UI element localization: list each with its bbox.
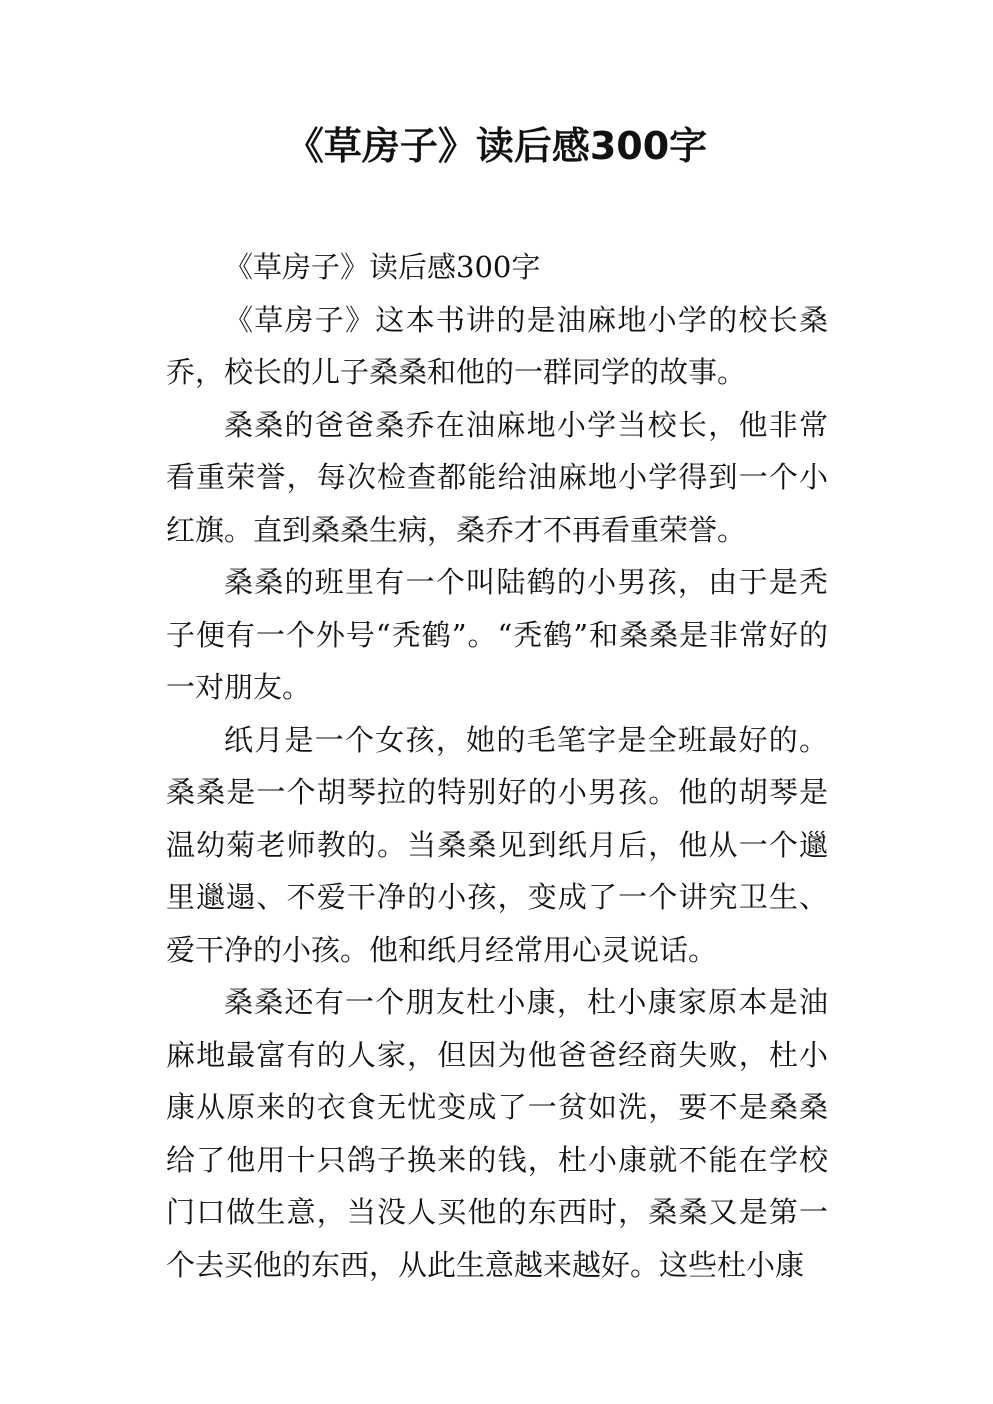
paragraph: 桑桑还有一个朋友杜小康，杜小康家原本是油麻地最富有的人家，但因为他爸爸经商失败，杜小康从原来的衣食无忧变成了一贫如洗，要不是桑桑给了他用十只鸽子换来的钱，杜小康就不能在学校门口做生意，当没人买他的东西时，桑桑又是第一个去买他的东西，从此生意越来越好。这些杜小康 — [166, 985, 828, 1282]
page-title: 《草房子》读后感300字 — [285, 124, 708, 168]
paragraph: 《草房子》这本书讲的是油麻地小学的校长桑乔，校长的儿子桑桑和他的一群同学的故事。 — [166, 302, 828, 389]
paragraph: 纸月是一个女孩，她的毛笔字是全班最好的。桑桑是一个胡琴拉的特别好的小男孩。他的胡琴是温幼菊老师教的。当桑桑见到纸月后，他从一个邋里邋遢、不爱干净的小孩，变成了一个讲究卫生、爱干净的小孩。他和纸月经常用心灵说话。 — [166, 722, 828, 967]
document-body — [166, 241, 828, 1291]
paragraph: 桑桑的班里有一个叫陆鹤的小男孩，由于是秃子便有一个外号“秃鹤”。“秃鹤”和桑桑是非常好的一对朋友。 — [166, 565, 828, 704]
paragraph: 桑桑的爸爸桑乔在油麻地小学当校长，他非常看重荣誉，每次检查都能给油麻地小学得到一个小红旗。直到桑桑生病，桑乔才不再看重荣誉。 — [166, 407, 828, 547]
paragraph-subtitle: 《草房子》读后感300字 — [224, 250, 541, 284]
